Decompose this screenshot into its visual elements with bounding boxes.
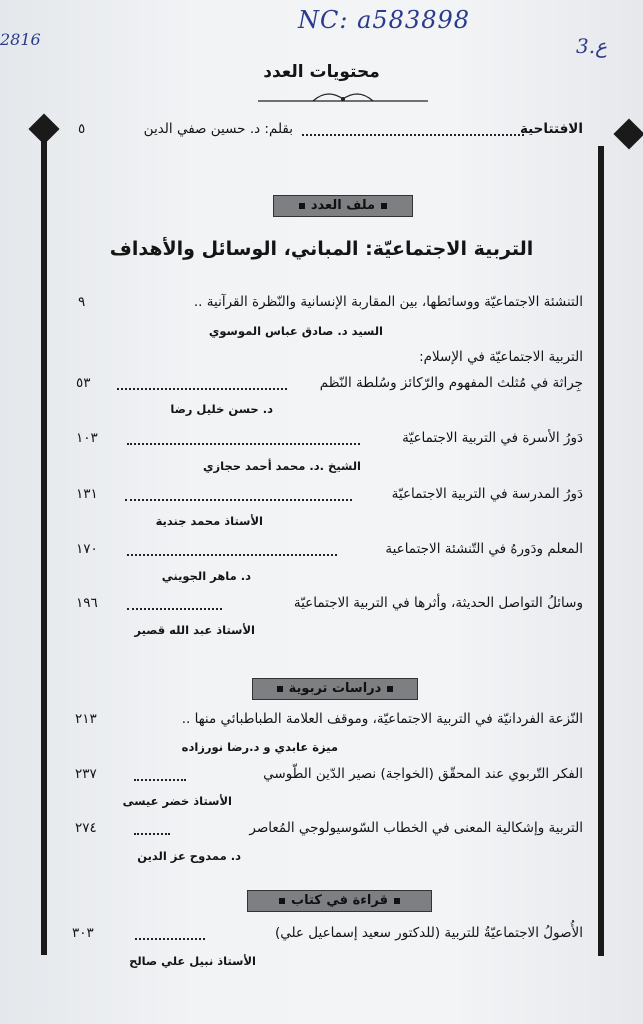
handwritten-issue: 3.ع: [576, 34, 608, 58]
right-rule: [598, 146, 604, 956]
section-band-studies: دراسات تربوية: [252, 678, 418, 700]
section-band-reading: قراءة في كتاب: [247, 890, 432, 912]
toc-entry-title: التربية وإشكالية المعنى في الخطاب السّوسيولوجي المُعاصر: [249, 820, 583, 836]
leader-dots: [117, 388, 287, 390]
toc-entry-title: التنشئة الاجتماعيّة ووسائطها، بين المقاربة الإنسانية والنّظرة القرآنية ..: [193, 294, 583, 310]
opening-author: بقلم: د. حسين صفي الدين: [143, 121, 293, 137]
toc-entry-title: جِراثة في مُثلث المفهوم والرّكائز وسُلطة النّظم: [319, 375, 583, 391]
toc-entry-author: الأستاذ نبيل علي صالح: [129, 954, 256, 968]
toc-entry-author: الأستاذ محمد جندية: [155, 514, 263, 528]
handwritten-id: NC: a583898: [298, 6, 471, 34]
toc-entry-author: د. حسن خليل رضا: [170, 402, 273, 416]
leader-dots: [134, 833, 170, 835]
handwritten-number: 2816: [0, 30, 41, 49]
section-band-file: ملف العدد: [273, 195, 413, 217]
toc-entry-page: ٢٧٤: [75, 820, 97, 836]
leader-dots: [125, 499, 352, 501]
title-ornament: [258, 92, 428, 106]
toc-subheading: التربية الاجتماعيّة في الإسلام:: [419, 349, 583, 365]
toc-entry-title: دَورُ الأسرة في التربية الاجتماعيّة: [402, 430, 583, 446]
toc-entry-page: ١٠٣: [76, 430, 98, 446]
toc-entry-author: الأستاذ عبد الله قصير: [134, 623, 255, 637]
toc-entry-page: ٣٠٣: [72, 925, 94, 941]
toc-entry-author: د. ماهر الجويني: [161, 569, 251, 583]
toc-entry-title: دَورُ المدرسة في التربية الاجتماعيّة: [391, 486, 583, 502]
toc-entry-author: الشيخ .د. محمد أحمد حجازي: [203, 459, 361, 473]
toc-entry-author: الأستاذ خضر عيسى: [122, 794, 232, 808]
toc-entry-page: ٢٣٧: [75, 766, 97, 782]
page-title: محتويات العدد: [263, 62, 380, 82]
opening-page: ٥: [78, 121, 86, 137]
toc-entry-page: ١٩٦: [76, 595, 98, 611]
opening-label: الافتتاحية: [519, 121, 583, 137]
toc-entry-author: ميزة عابدي و د.رضا نورزاده: [181, 740, 338, 754]
issue-main-title: التربية الاجتماعيّة: المباني، الوسائل والأهداف: [109, 238, 534, 260]
toc-entry-title: وسائلُ التواصل الحديثة، وأثرها في التربية الاجتماعيّة: [293, 595, 583, 611]
left-rule: [41, 140, 47, 955]
leader-dots: [127, 443, 360, 445]
leader-dots: [127, 608, 222, 610]
toc-entry-page: ٥٣: [76, 375, 91, 391]
toc-entry-author: د. ممدوح عز الدين: [137, 849, 241, 863]
leader-dots: [302, 134, 524, 136]
leader-dots: [127, 554, 337, 556]
toc-entry-page: ١٧٠: [76, 541, 98, 557]
leader-dots: [135, 938, 205, 940]
leader-dots: [134, 779, 186, 781]
toc-entry-page: ٢١٣: [75, 711, 97, 727]
toc-entry-page: ١٣١: [76, 486, 98, 502]
toc-entry-author: السيد د. صادق عباس الموسوي: [208, 324, 383, 338]
toc-entry-title: الأُصولُ الاجتماعيّةُ للتربية (للدكتور سعيد إسماعيل علي): [274, 925, 583, 941]
toc-entry-title: الفكر التّربوي عند المحقّق (الخواجة) نصير الدّين الطّوسي: [263, 766, 583, 782]
toc-entry-title: النّزعة الفردانيّة في التربية الاجتماعيّة، وموقف العلامة الطباطبائي منها ..: [181, 711, 583, 727]
toc-entry-page: ٩: [78, 294, 86, 310]
toc-entry-title: المعلم ودَورهُ في التّنشئة الاجتماعية: [385, 541, 583, 557]
